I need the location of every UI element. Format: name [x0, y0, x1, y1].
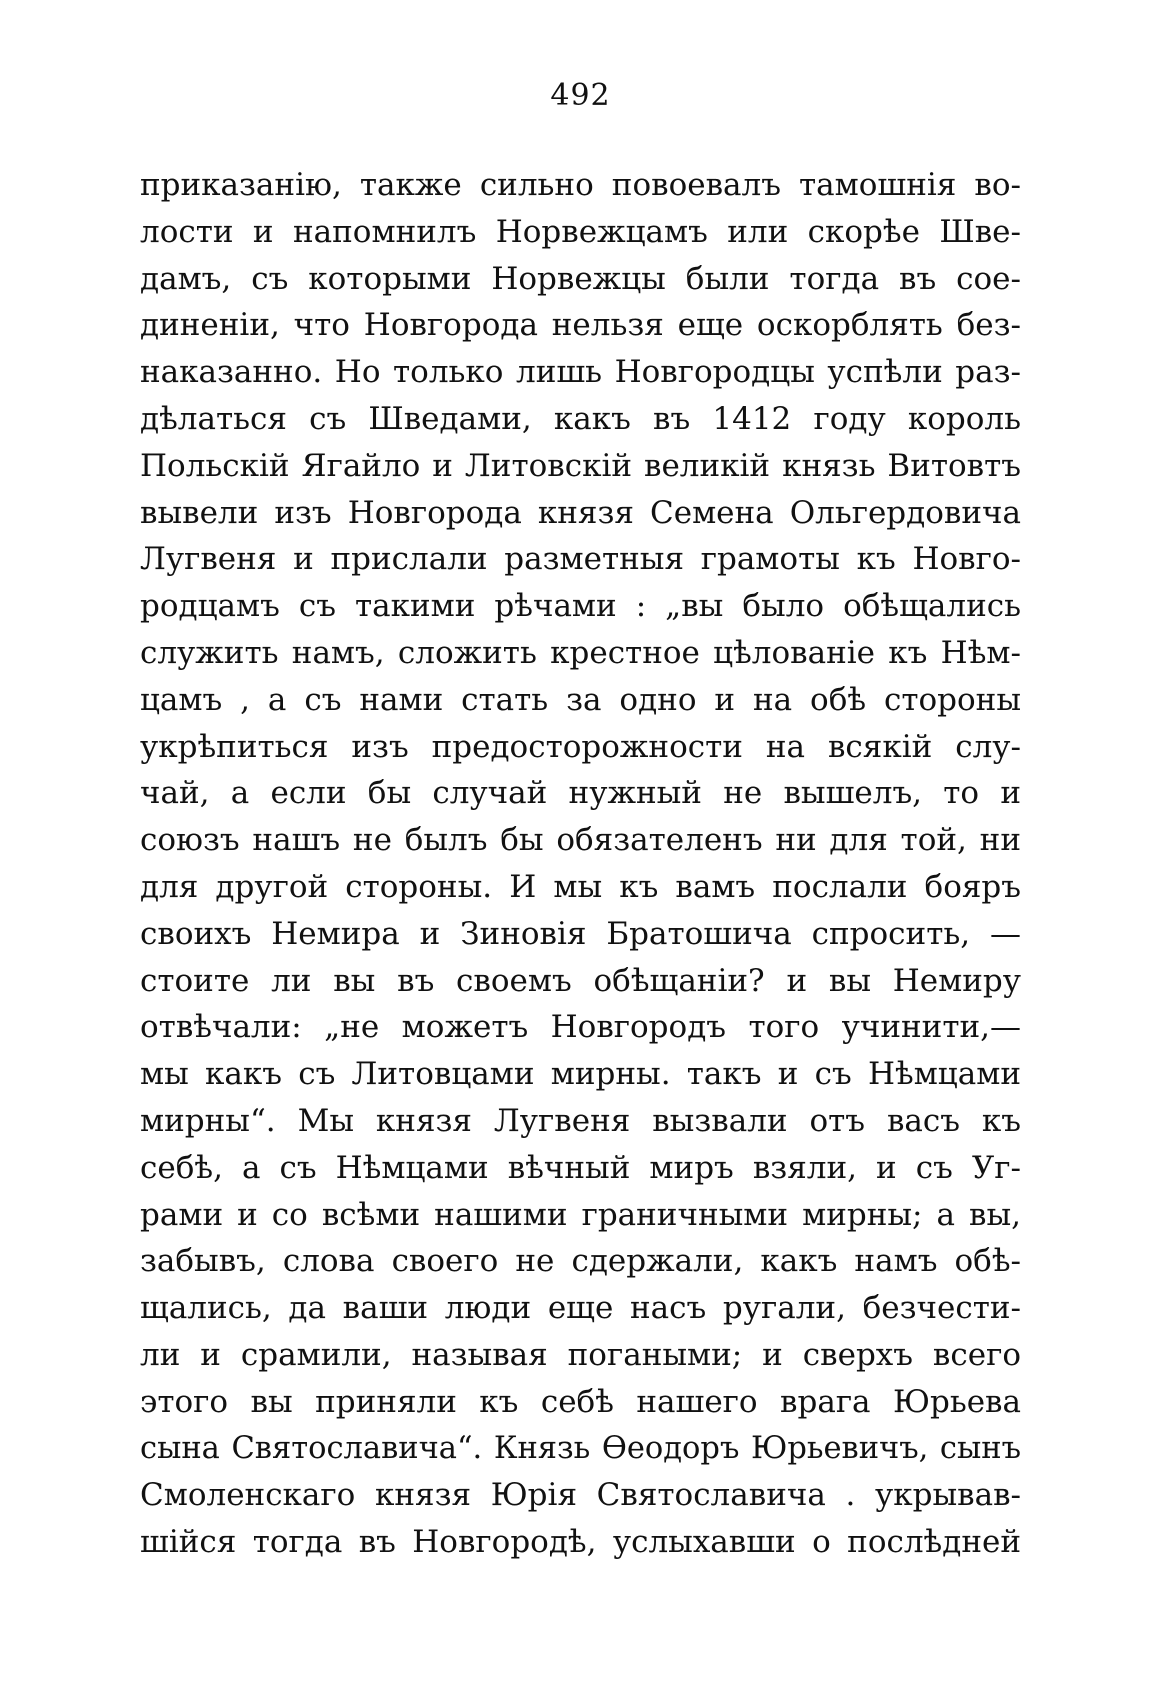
text-line: стоите ли вы въ своемъ обѣщаніи? и вы Немиру	[140, 962, 1021, 999]
text-line: мы какъ съ Литовцами мирны. такъ и съ Нѣмцами	[140, 1056, 1021, 1093]
text-line: забывъ, слова своего не сдержали, какъ намъ обѣ-	[140, 1243, 1021, 1280]
text-line: Лугвеня и прислали разметныя грамоты къ Новго-	[140, 541, 1021, 578]
text-line: приказанію, также сильно повоевалъ тамошнія во-	[140, 167, 1021, 203]
text-line: этого вы приняли къ себѣ нашего врага Юрьева	[140, 1383, 1021, 1420]
text-line: служить намъ, сложить крестное цѣлованіе къ Нѣм-	[140, 634, 1021, 671]
text-line: мирны“. Мы князя Лугвеня вызвали отъ васъ къ	[140, 1102, 1021, 1139]
text-line: Смоленскаго князя Юрія Святославича . укрывав-	[140, 1477, 1021, 1514]
text-line: дѣлаться съ Шведами, какъ въ 1412 году король	[140, 400, 1021, 437]
text-line: сына Святославича“. Князь Ѳеодоръ Юрьевичъ, сынъ	[140, 1430, 1021, 1466]
text-line: цамъ , а съ нами стать за одно и на обѣ стороны	[140, 681, 1021, 718]
text-line: щались, да ваши люди еще насъ ругали, безчести-	[140, 1290, 1021, 1327]
page-number: 492	[550, 78, 611, 113]
text-line: ли и срамили, называя погаными; и сверхъ всего	[140, 1336, 1021, 1373]
text-line: вывели изъ Новгорода князя Семена Ольгердовича	[140, 494, 1021, 531]
text-line: отвѣчали: „не можетъ Новгородъ того учинити,—	[140, 1009, 1021, 1046]
text-line: союзъ нашъ не былъ бы обязателенъ ни для той, ни	[140, 822, 1021, 859]
text-line: укрѣпиться изъ предосторожности на всякій слу-	[140, 728, 1021, 765]
text-line: диненіи, что Новгорода нельзя еще оскорблять без-	[140, 307, 1021, 344]
text-line: наказанно. Но только лишь Новгородцы успѣли раз-	[140, 354, 1021, 391]
text-line: дамъ, съ которыми Норвежцы были тогда въ сое-	[140, 260, 1021, 297]
text-line: себѣ, а съ Нѣмцами вѣчный миръ взяли, и съ Уг-	[140, 1149, 1021, 1186]
text-line: для другой стороны. И мы къ вамъ послали бояръ	[140, 868, 1021, 905]
text-line: чай, а если бы случай нужный не вышелъ, то и	[140, 775, 1021, 812]
text-line: своихъ Немира и Зиновія Братошича спросить, —	[140, 915, 1021, 952]
text-line: родцамъ съ такими рѣчами : „вы было обѣщались	[140, 588, 1021, 625]
text-line: Польскій Ягайло и Литовскій великій князь Витовтъ	[140, 447, 1021, 484]
text-line: шійся тогда въ Новгородѣ, услыхавши о послѣдней	[140, 1524, 1021, 1561]
text-line: лости и напомнилъ Норвежцамъ или скорѣе Шве-	[140, 213, 1021, 250]
text-line: рами и со всѣми нашими граничными мирны; а вы,	[140, 1196, 1021, 1233]
body-text	[140, 162, 1021, 1566]
